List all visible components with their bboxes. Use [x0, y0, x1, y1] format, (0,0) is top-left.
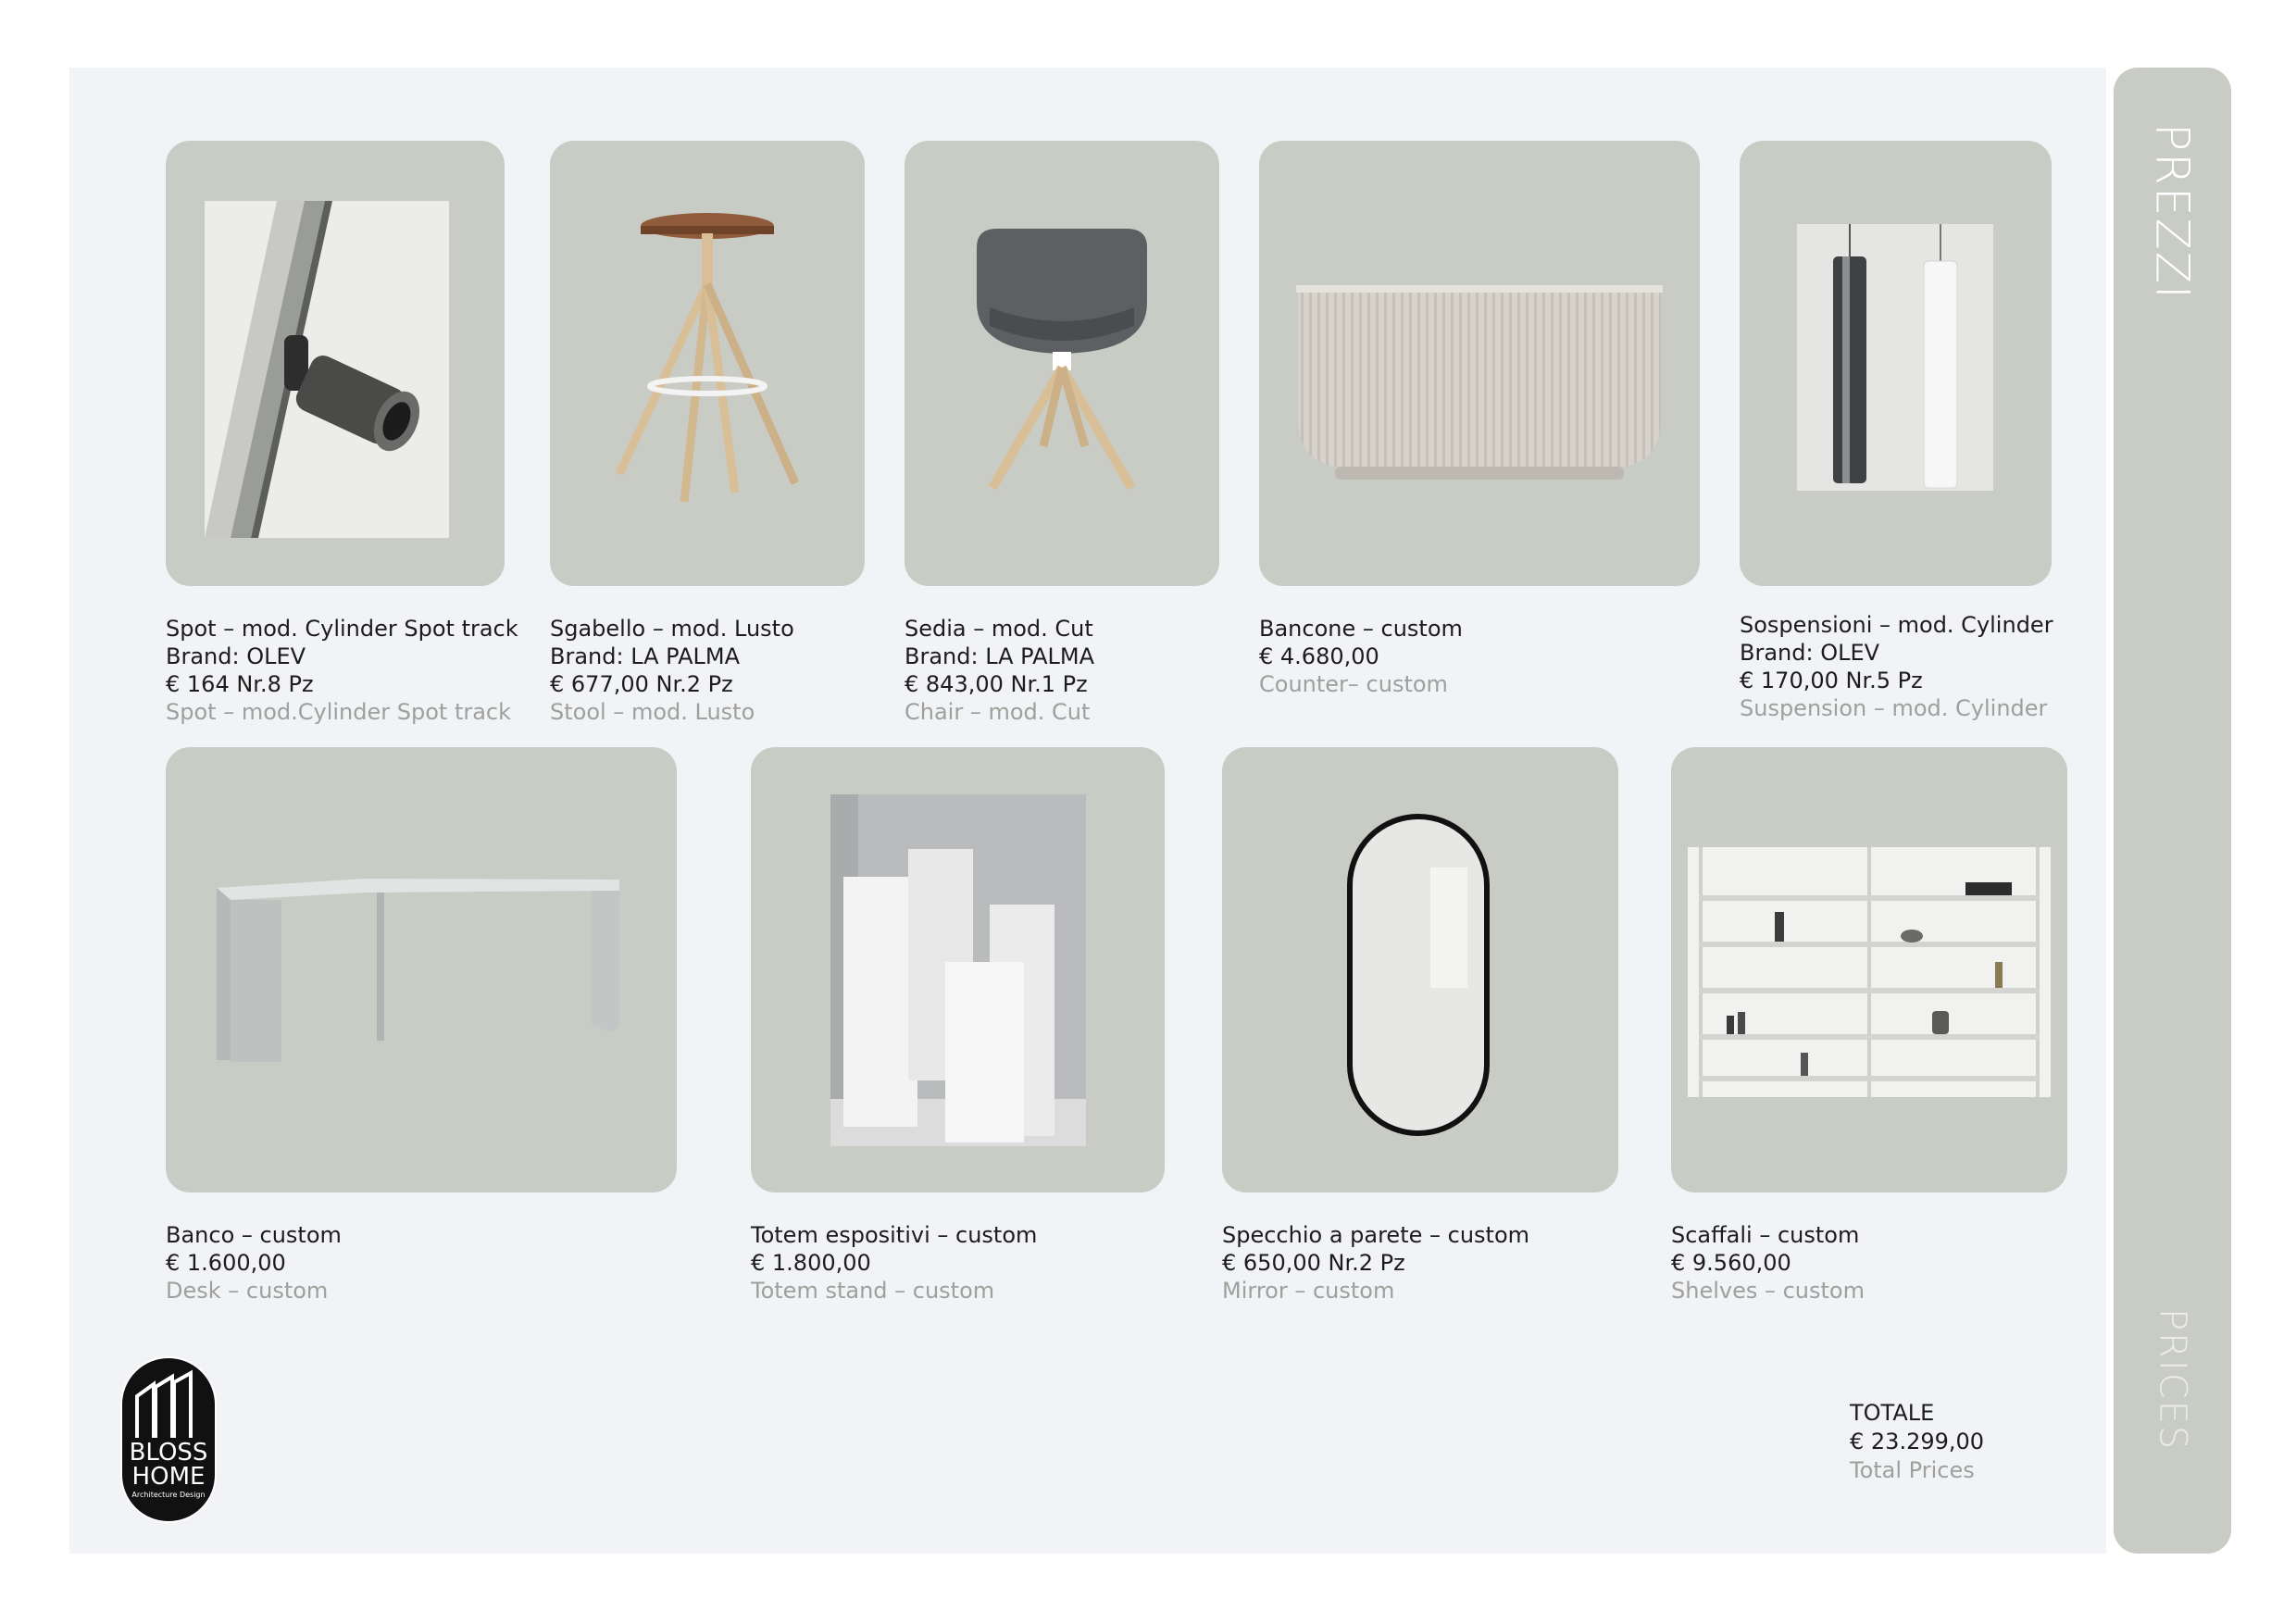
- product-brand: Brand: OLEV: [1740, 640, 1880, 666]
- product-name: Banco – custom: [166, 1222, 342, 1248]
- spot-track-icon: [166, 141, 505, 586]
- product-brand: Brand: LA PALMA: [905, 643, 1095, 669]
- caption-counter: [1259, 615, 1463, 698]
- product-name: Totem espositivi – custom: [751, 1222, 1038, 1248]
- product-english: Stool – mod. Lusto: [550, 699, 755, 725]
- product-card-shelves: [1671, 747, 2067, 1192]
- product-english: Mirror – custom: [1222, 1278, 1395, 1304]
- product-card-counter: [1259, 141, 1700, 586]
- totem-icon: [751, 747, 1165, 1192]
- caption-spot: [166, 615, 518, 726]
- stool-icon: [550, 141, 865, 586]
- product-price: € 170,00 Nr.5 Pz: [1740, 668, 1923, 693]
- caption-suspension: [1740, 611, 2053, 722]
- total-english: Total Prices: [1850, 1457, 1975, 1483]
- product-english: Chair – mod. Cut: [905, 699, 1091, 725]
- counter-icon: [1259, 141, 1700, 586]
- sidebar-subtitle: PRICES: [2151, 1308, 2194, 1452]
- product-name: Bancone – custom: [1259, 616, 1463, 642]
- product-name: Scaffali – custom: [1671, 1222, 1860, 1248]
- total-value: € 23.299,00: [1850, 1429, 1985, 1454]
- mirror-icon: [1222, 747, 1618, 1192]
- product-english: Suspension – mod. Cylinder: [1740, 695, 2048, 721]
- product-card-chair: [905, 141, 1219, 586]
- product-english: Shelves – custom: [1671, 1278, 1865, 1304]
- product-card-stool: [550, 141, 865, 586]
- logo-line2: HOME: [131, 1463, 206, 1491]
- caption-shelves: [1671, 1221, 1865, 1305]
- logo-tagline: Architecture Design: [131, 1491, 206, 1499]
- product-name: Spot – mod. Cylinder Spot track: [166, 616, 518, 642]
- product-name: Sedia – mod. Cut: [905, 616, 1093, 642]
- product-name: Sgabello – mod. Lusto: [550, 616, 794, 642]
- shelves-icon: [1671, 747, 2067, 1192]
- product-english: Totem stand – custom: [751, 1278, 995, 1304]
- product-english: Spot – mod.Cylinder Spot track: [166, 699, 512, 725]
- pendant-lamp-icon: [1740, 141, 2052, 586]
- desk-icon: [166, 747, 677, 1192]
- product-price: € 1.800,00: [751, 1250, 871, 1276]
- product-english: Counter– custom: [1259, 671, 1448, 697]
- product-card-spot: [166, 141, 505, 586]
- product-price: € 650,00 Nr.2 Pz: [1222, 1250, 1405, 1276]
- total-block: [1850, 1399, 1984, 1485]
- product-price: € 677,00 Nr.2 Pz: [550, 671, 733, 697]
- product-card-suspension: [1740, 141, 2052, 586]
- product-price: € 843,00 Nr.1 Pz: [905, 671, 1088, 697]
- logo-line1: BLOSS: [129, 1439, 208, 1467]
- total-label: TOTALE: [1850, 1400, 1935, 1426]
- caption-stool: [550, 615, 794, 726]
- caption-mirror: [1222, 1221, 1529, 1305]
- product-brand: Brand: OLEV: [166, 643, 306, 669]
- product-card-totem: [751, 747, 1165, 1192]
- chair-icon: [905, 141, 1219, 586]
- product-name: Sospensioni – mod. Cylinder: [1740, 612, 2053, 638]
- caption-desk: [166, 1221, 342, 1305]
- product-price: € 9.560,00: [1671, 1250, 1791, 1276]
- caption-chair: [905, 615, 1094, 726]
- product-card-desk: [166, 747, 677, 1192]
- product-price: € 4.680,00: [1259, 643, 1379, 669]
- product-price: € 164 Nr.8 Pz: [166, 671, 314, 697]
- product-english: Desk – custom: [166, 1278, 329, 1304]
- product-price: € 1.600,00: [166, 1250, 286, 1276]
- caption-totem: [751, 1221, 1037, 1305]
- product-name: Specchio a parete – custom: [1222, 1222, 1530, 1248]
- product-brand: Brand: LA PALMA: [550, 643, 741, 669]
- bloss-home-logo: [119, 1355, 218, 1525]
- sidebar: [2114, 68, 2231, 1554]
- sidebar-title: PREZZI: [2145, 123, 2200, 301]
- product-card-mirror: [1222, 747, 1618, 1192]
